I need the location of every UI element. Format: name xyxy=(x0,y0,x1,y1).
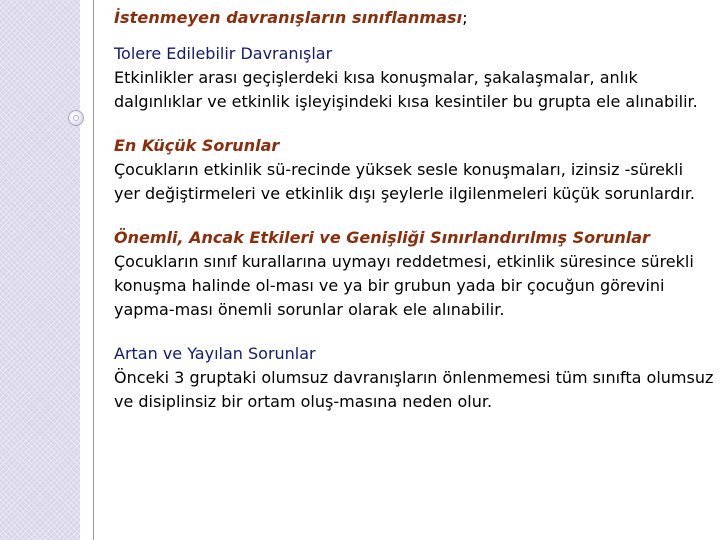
ring-hole-icon xyxy=(73,115,79,121)
decorative-vertical-line xyxy=(93,0,94,540)
section-body: Etkinlikler arası geçişlerdeki kısa konuşmalar, şakalaşmalar, anlık dalgınlıklar ve etkinlik işleyişindeki kısa kesintiler bu grupta ele alınabilir. xyxy=(114,68,698,111)
slide-title xyxy=(114,6,714,30)
decorative-side-band xyxy=(0,0,80,540)
section-important xyxy=(114,226,714,322)
section-body: Çocukların etkinlik sü-recinde yüksek sesle konuşmaları, izinsiz -sürekli yer değiştirmeleri ve etkinlik dışı şeylerle ilgilenmeleri küçük sorunlardır. xyxy=(114,160,696,203)
section-body: Önceki 3 gruptaki olumsuz davranışların önlenmemesi tüm sınıfta olumsuz ve disiplinsiz bir ortam oluş-masına neden olur. xyxy=(114,368,714,411)
section-heading: En Küçük Sorunlar xyxy=(114,136,280,155)
section-heading: Artan ve Yayılan Sorunlar xyxy=(114,344,316,363)
slide-content xyxy=(114,6,714,434)
slide-title-suffix: ; xyxy=(462,8,468,27)
section-heading: Önemli, Ancak Etkileri ve Genişliği Sınırlandırılmış Sorunlar xyxy=(114,228,650,247)
section-tolerable xyxy=(114,42,714,114)
slide-title-text: İstenmeyen davranışların sınıflanması xyxy=(114,8,463,27)
section-body: Çocukların sınıf kurallarına uymayı reddetmesi, etkinlik süresince sürekli konuşma halinde ol-ması ve ya bir grubun yada bir çocuğun görevini yapma-ması önemli sorunlar olarak ele alınabilir. xyxy=(114,252,694,319)
section-minor xyxy=(114,134,714,206)
section-heading: Tolere Edilebilir Davranışlar xyxy=(114,44,333,63)
section-spreading xyxy=(114,342,714,414)
